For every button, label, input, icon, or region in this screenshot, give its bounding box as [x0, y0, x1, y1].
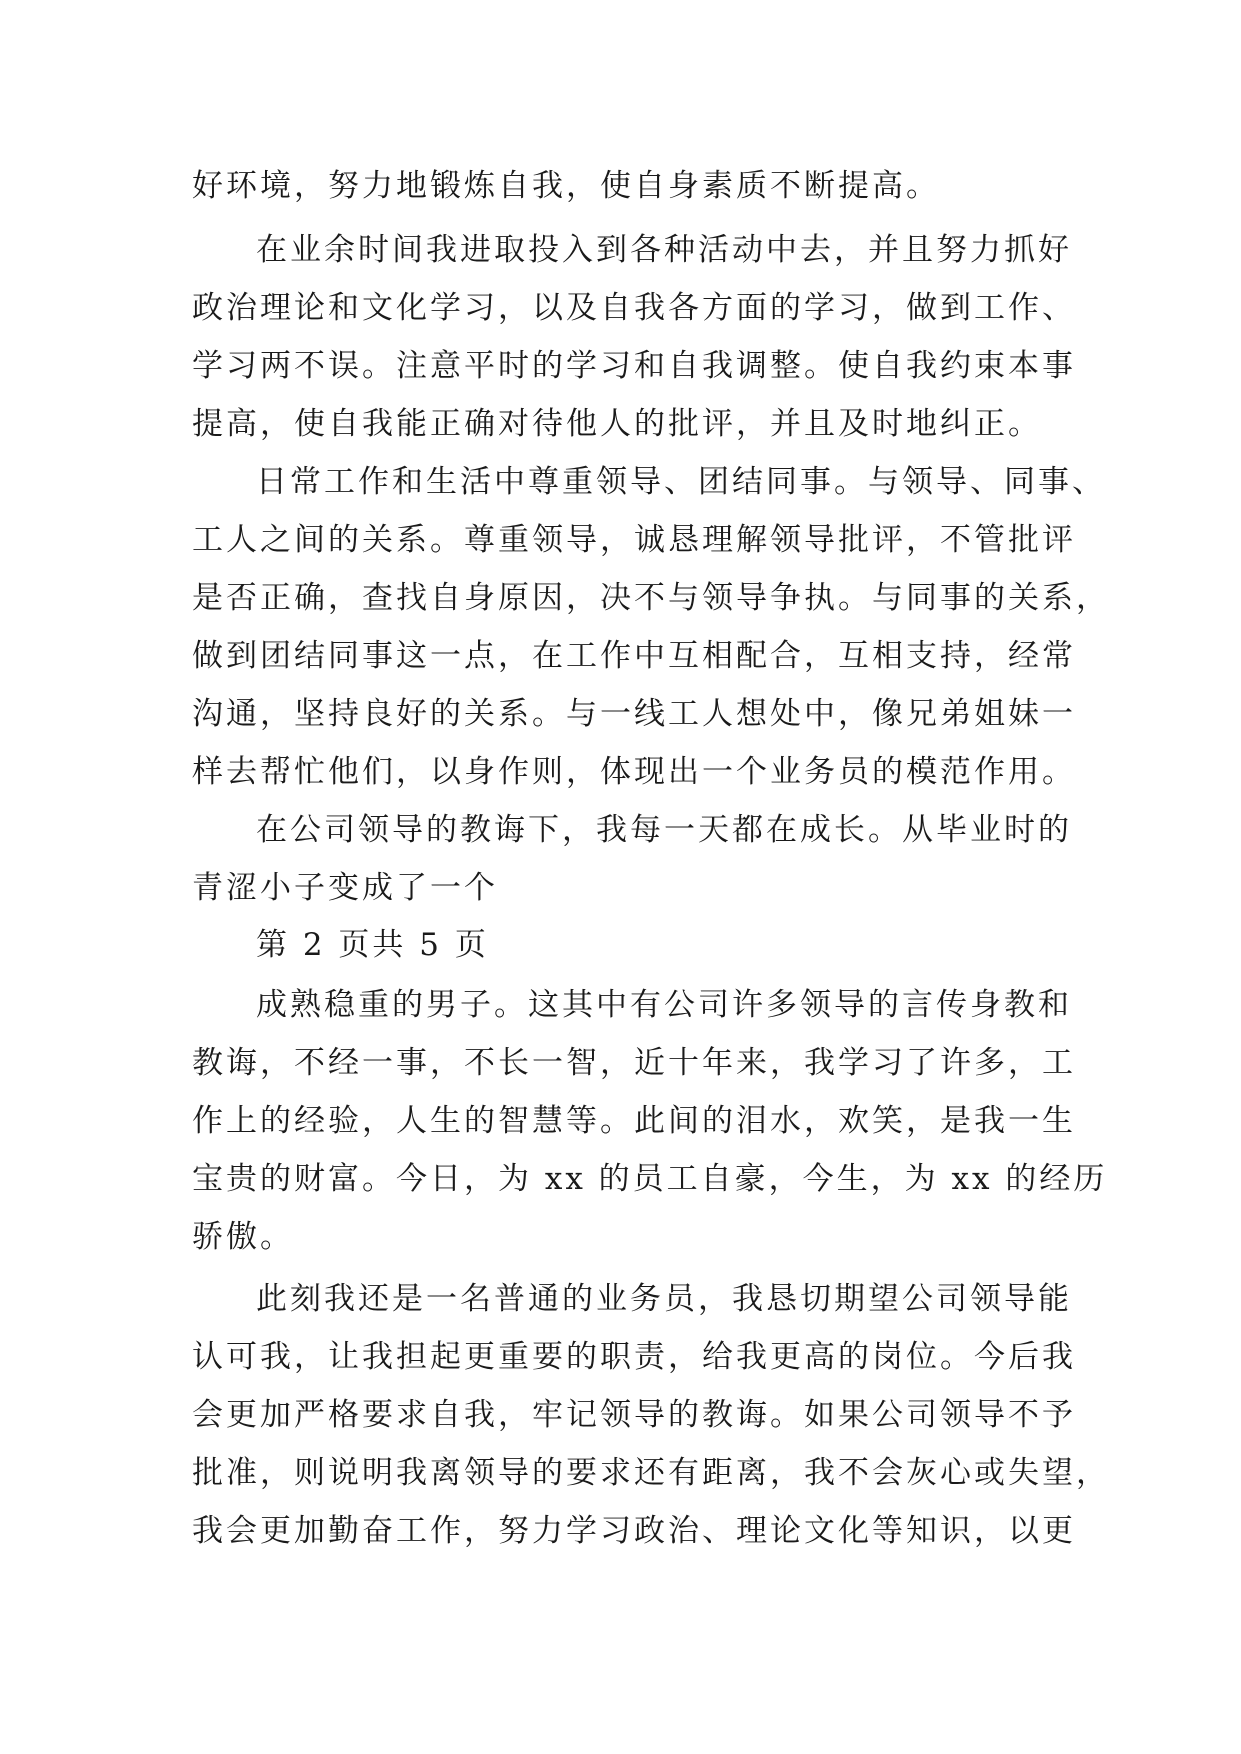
- text-line-15: 成熟稳重的男子。这其中有公司许多领导的言传身教和: [256, 987, 1072, 1023]
- text-line-7: 工人之间的关系。尊重领导，诚恳理解领导批评，不管批评: [192, 522, 1076, 558]
- text-line-18: 宝贵的财富。今日，为 xx 的员工自豪，今生，为 xx 的经历: [192, 1161, 1108, 1197]
- text-line-16: 教诲，不经一事，不长一智，近十年来，我学习了许多，工: [192, 1045, 1076, 1081]
- text-line-10: 沟通，坚持良好的关系。与一线工人想处中，像兄弟姐妹一: [192, 696, 1076, 732]
- text-line-3: 政治理论和文化学习，以及自我各方面的学习，做到工作、: [192, 290, 1076, 326]
- text-line-11: 样去帮忙他们，以身作则，体现出一个业务员的模范作用。: [192, 754, 1076, 790]
- page-number: 第 2 页共 5 页: [256, 927, 489, 963]
- text-line-21: 认可我，让我担起更重要的职责，给我更高的岗位。今后我: [192, 1339, 1076, 1375]
- text-line-9: 做到团结同事这一点，在工作中互相配合，互相支持，经常: [192, 638, 1076, 674]
- text-line-17: 作上的经验，人生的智慧等。此间的泪水，欢笑，是我一生: [192, 1103, 1076, 1139]
- text-line-6: 日常工作和生活中尊重领导、团结同事。与领导、同事、: [256, 464, 1106, 500]
- text-line-2: 在业余时间我进取投入到各种活动中去，并且努力抓好: [256, 232, 1072, 268]
- text-line-20: 此刻我还是一名普通的业务员，我恳切期望公司领导能: [256, 1281, 1072, 1317]
- text-line-12: 在公司领导的教诲下，我每一天都在成长。从毕业时的: [256, 812, 1072, 848]
- text-line-24: 我会更加勤奋工作，努力学习政治、理论文化等知识，以更: [192, 1513, 1076, 1549]
- text-line-19: 骄傲。: [192, 1219, 294, 1255]
- text-line-4: 学习两不误。注意平时的学习和自我调整。使自我约束本事: [192, 348, 1076, 384]
- text-line-8: 是否正确，查找自身原因，决不与领导争执。与同事的关系，: [192, 580, 1110, 616]
- text-line-13: 青涩小子变成了一个: [192, 870, 498, 906]
- text-line-1: 好环境，努力地锻炼自我，使自身素质不断提高。: [192, 168, 940, 204]
- text-line-22: 会更加严格要求自我，牢记领导的教诲。如果公司领导不予: [192, 1397, 1076, 1433]
- text-line-23: 批准，则说明我离领导的要求还有距离，我不会灰心或失望，: [192, 1455, 1110, 1491]
- text-line-5: 提高，使自我能正确对待他人的批评，并且及时地纠正。: [192, 406, 1042, 442]
